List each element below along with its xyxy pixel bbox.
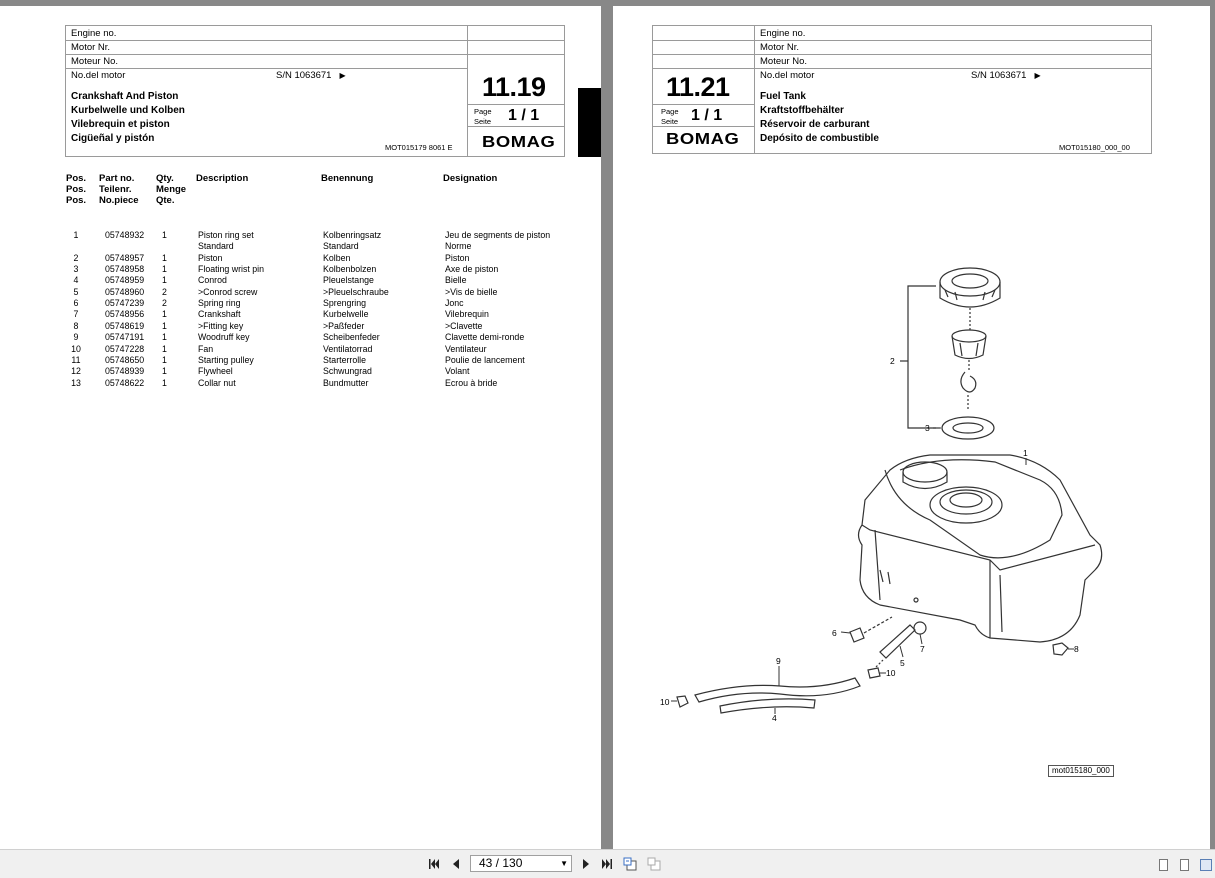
designation-cell: Piston: [445, 252, 470, 263]
qty-cell: 1: [162, 275, 167, 286]
table-row: [0, 366, 601, 377]
callout-3: 3: [925, 423, 930, 433]
description-cell: Piston ring set: [198, 230, 254, 240]
callout-9: 9: [776, 656, 781, 666]
table-row: [0, 253, 601, 264]
part-no-cell: 05748939: [105, 366, 145, 377]
qty-cell: 1: [162, 309, 167, 320]
last-page-icon[interactable]: [599, 856, 615, 872]
table-row: [0, 298, 601, 309]
designation-cell: >Clavette: [445, 320, 483, 331]
chevron-down-icon: ▼: [560, 859, 568, 868]
table-row: [0, 287, 601, 298]
pos-cell: 1: [73, 230, 79, 240]
seite-label: Seite: [474, 117, 492, 126]
part-no-cell: 05747191: [105, 332, 145, 343]
part-no-cell: 05748622: [105, 377, 145, 388]
pos-cell: 11: [71, 354, 81, 365]
table-row: [0, 264, 601, 275]
col-description: Description: [196, 173, 249, 184]
pos-cell: 12: [71, 366, 81, 377]
drawing-code: MOT015179 8061 E: [385, 143, 453, 152]
part-no-cell: 05748956: [105, 309, 145, 320]
description-cell: Starting pulley: [198, 354, 254, 365]
no-del-motor-label: No.del motor: [71, 70, 126, 81]
title-es: Depósito de combustible: [760, 133, 879, 144]
designation-cell: Ventilateur: [445, 343, 487, 354]
title-en: Crankshaft And Piston: [71, 91, 179, 102]
section-number: 11.19: [482, 72, 546, 102]
pos-cell: 6: [73, 298, 79, 309]
benennung-cell: Kurbelwelle: [323, 309, 369, 320]
designation-cell: Norme: [445, 241, 472, 252]
page-of: 1 / 1: [508, 107, 540, 124]
qty-cell: 1: [162, 354, 167, 365]
qty-cell: 1: [162, 343, 167, 354]
designation-cell: Ecrou à bride: [445, 377, 498, 388]
pdf-viewer-toolbar: [0, 849, 1215, 878]
description-cell: Conrod: [198, 275, 227, 286]
page-of: 1 / 1: [691, 107, 723, 124]
benennung-cell: Kolben: [323, 252, 351, 263]
qty-cell: 2: [162, 298, 167, 309]
first-page-icon[interactable]: [426, 856, 442, 872]
part-no-cell: 05748959: [105, 275, 145, 286]
serial-number: S/N 1063671 ▶: [971, 70, 1041, 81]
col-benennung: Benennung: [321, 173, 374, 184]
table-row: [0, 241, 601, 252]
pos-cell: 4: [73, 275, 79, 286]
page-number-select[interactable]: 43 / 130 ▼: [470, 855, 572, 872]
page-label: Page: [661, 107, 679, 116]
moteur-no-label: Moteur No.: [71, 56, 118, 67]
qty-cell: 1: [162, 366, 167, 377]
part-no-cell: 05748650: [105, 354, 145, 365]
description-cell: >Fitting key: [198, 320, 244, 331]
pos-cell: 13: [71, 377, 81, 388]
benennung-cell: Kolbenbolzen: [323, 264, 377, 275]
benennung-cell: Ventilatorrad: [323, 343, 373, 354]
triangle-right-icon: ▶: [339, 71, 346, 80]
benennung-cell: Schwungrad: [323, 366, 372, 377]
rotate-icon[interactable]: [622, 856, 638, 872]
callout-4: 4: [772, 713, 777, 723]
description-cell: Collar nut: [198, 377, 236, 388]
qty-cell: 1: [162, 332, 167, 343]
page-label: Page: [474, 107, 492, 116]
designation-cell: Volant: [445, 366, 470, 377]
section-number: 11.21: [666, 72, 730, 102]
designation-cell: Poulie de lancement: [445, 354, 525, 365]
callout-1: 1: [1023, 448, 1028, 458]
no-del-motor-label: No.del motor: [760, 70, 815, 81]
designation-cell: Jonc: [445, 298, 464, 309]
designation-cell: Vilebrequin: [445, 309, 489, 320]
motor-nr-label: Motor Nr.: [760, 42, 800, 53]
qty-cell: 1: [162, 264, 167, 275]
engine-no-label: Engine no.: [71, 28, 117, 39]
pos-cell: 10: [71, 343, 81, 354]
continuous-view-icon[interactable]: [1180, 859, 1189, 871]
title-es: Cigüeñal y pistón: [71, 133, 155, 144]
pos-cell: 8: [73, 320, 79, 331]
benennung-cell: >Paßfeder: [323, 320, 365, 331]
table-row: [0, 332, 601, 343]
col-part-no: Part no. Teilenr. No.piece: [99, 173, 139, 206]
col-designation: Designation: [443, 173, 498, 184]
table-row: [0, 378, 601, 389]
callout-10b: 10: [886, 668, 896, 678]
benennung-cell: Starterrolle: [323, 354, 367, 365]
drawing-reference-label: mot015180_000: [1048, 765, 1114, 777]
benennung-cell: Standard: [323, 241, 359, 252]
title-fr: Vilebrequin et piston: [71, 119, 170, 130]
part-no-cell: 05747239: [105, 298, 145, 309]
qty-cell: 1: [162, 320, 167, 331]
description-cell: Woodruff key: [198, 332, 250, 343]
description-cell: Fan: [198, 343, 214, 354]
pos-cell: 7: [73, 309, 79, 320]
qty-cell: 2: [162, 286, 167, 297]
callout-8: 8: [1074, 644, 1079, 654]
engine-no-label: Engine no.: [760, 28, 806, 39]
pos-cell: 5: [73, 286, 79, 297]
moteur-no-label: Moteur No.: [760, 56, 807, 67]
callout-2: 2: [890, 356, 895, 366]
callout-10: 10: [660, 697, 670, 707]
description-cell: Crankshaft: [198, 309, 241, 320]
part-no-cell: 05748960: [105, 286, 145, 297]
part-no-cell: 05748957: [105, 252, 145, 263]
table-row: [0, 321, 601, 332]
drawing-code: MOT015180_000_00: [1059, 143, 1130, 152]
callout-5: 5: [900, 658, 905, 668]
table-row: [0, 309, 601, 320]
part-no-cell: 05747228: [105, 343, 145, 354]
designation-cell: Clavette demi-ronde: [445, 332, 525, 343]
seite-label: Seite: [661, 117, 679, 126]
description-cell: Flywheel: [198, 366, 233, 377]
designation-cell: Axe de piston: [445, 264, 499, 275]
left-document-page: [0, 6, 601, 849]
designation-cell: Jeu de segments de piston: [445, 230, 551, 240]
copy-icon[interactable]: [646, 856, 662, 872]
single-page-view-icon[interactable]: [1159, 859, 1168, 871]
callout-7: 7: [920, 644, 925, 654]
qty-cell: 1: [162, 377, 167, 388]
description-cell: Piston: [198, 252, 223, 263]
part-no-cell: 05748932: [105, 230, 145, 240]
designation-cell: Bielle: [445, 275, 467, 286]
col-pos: Pos. Pos. Pos.: [66, 173, 87, 206]
col-qty: Qty. Menge Qte.: [156, 173, 187, 206]
callout-6: 6: [832, 628, 837, 638]
description-cell: >Conrod screw: [198, 286, 258, 297]
benennung-cell: Sprengring: [323, 298, 367, 309]
motor-nr-label: Motor Nr.: [71, 42, 111, 53]
bomag-logo: BOMAG: [482, 134, 556, 151]
table-row: [0, 230, 601, 241]
fuel-tank-exploded-drawing: [650, 255, 1120, 735]
bomag-logo: BOMAG: [666, 131, 740, 148]
description-cell: Standard: [198, 241, 234, 252]
pos-cell: 2: [73, 252, 79, 263]
table-row: [0, 355, 601, 366]
benennung-cell: >Pleuelschraube: [323, 286, 389, 297]
benennung-cell: Scheibenfeder: [323, 332, 380, 343]
table-row: [0, 344, 601, 355]
qty-cell: 1: [162, 230, 167, 240]
part-no-cell: 05748958: [105, 264, 145, 275]
pos-cell: 9: [73, 332, 79, 343]
two-page-view-icon[interactable]: [1200, 859, 1212, 871]
qty-cell: 1: [162, 252, 167, 263]
pos-cell: 3: [73, 264, 79, 275]
prev-page-icon[interactable]: [448, 856, 464, 872]
title-de: Kraftstoffbehälter: [760, 105, 844, 116]
title-fr: Réservoir de carburant: [760, 119, 870, 130]
table-row: [0, 275, 601, 286]
description-cell: Floating wrist pin: [198, 264, 265, 275]
triangle-right-icon: ▶: [1034, 71, 1041, 80]
title-en: Fuel Tank: [760, 91, 806, 102]
benennung-cell: Bundmutter: [323, 377, 369, 388]
serial-number: S/N 1063671 ▶: [276, 70, 346, 81]
benennung-cell: Kolbenringsatz: [323, 230, 382, 240]
part-no-cell: 05748619: [105, 320, 145, 331]
next-page-icon[interactable]: [578, 856, 594, 872]
title-de: Kurbelwelle und Kolben: [71, 105, 185, 116]
benennung-cell: Pleuelstange: [323, 275, 374, 286]
designation-cell: >Vis de bielle: [445, 286, 498, 297]
section-tab-marker: [578, 88, 601, 157]
description-cell: Spring ring: [198, 298, 241, 309]
